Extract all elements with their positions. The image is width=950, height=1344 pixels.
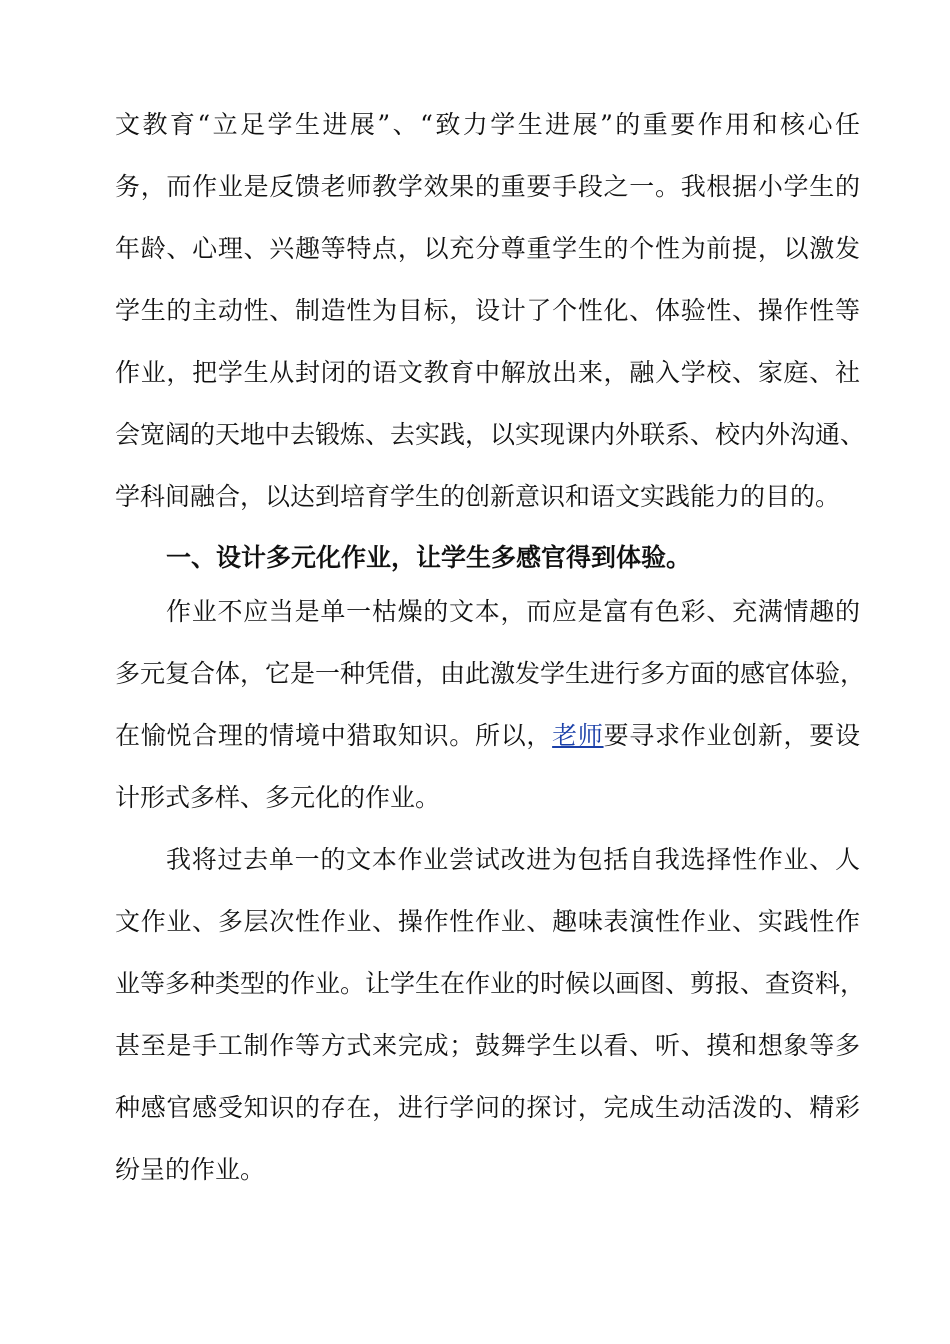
para3-line-4: 甚至是手工制作等方式来完成；鼓舞学生以看、听、摸和想象等多 (115, 1031, 860, 1060)
para3-line-3: 业等多种类型的作业。让学生在作业的时候以画图、剪报、查资料， (115, 969, 866, 998)
intro-line-7: 学科间融合，以达到培育学生的创新意识和语文实践能力的目的。 (115, 482, 841, 511)
intro-line-3: 年龄、心理、兴趣等特点，以充分尊重学生的个性为前提，以激发 (115, 234, 860, 263)
para3-line-6: 纷呈的作业。 (115, 1155, 266, 1184)
intro-line-5: 作业，把学生从封闭的语文教育中解放出来，融入学校、家庭、社 (115, 358, 860, 387)
teacher-link[interactable]: 老师 (552, 721, 604, 750)
para3-line-5: 种感官感受知识的存在，进行学问的探讨，完成生动活泼的、精彩 (115, 1093, 860, 1122)
intro-line-6: 会宽阔的天地中去锻炼、去实践，以实现课内外联系、校内外沟通、 (115, 420, 866, 449)
intro-line-1: 文教育“立足学生进展”、“致力学生进展”的重要作用和核心任 (115, 110, 860, 139)
intro-line-4: 学生的主动性、制造性为目标，设计了个性化、体验性、操作性等 (115, 296, 860, 325)
para3-line-1: 我将过去单一的文本作业尝试改进为包括自我选择性作业、人 (166, 845, 860, 874)
para2-line-3-before: 在愉悦合理的情境中猎取知识。所以， (115, 721, 553, 750)
para2-line-3-after: 要寻求作业创新，要设 (603, 721, 860, 750)
para3-line-2: 文作业、多层次性作业、操作性作业、趣味表演性作业、实践性作 (115, 907, 860, 936)
para2-line-1: 作业不应当是单一枯燥的文本，而应是富有色彩、充满情趣的 (166, 597, 860, 626)
section-heading: 一、设计多元化作业，让学生多感官得到体验。 (166, 543, 692, 572)
para2-line-3 (115, 716, 860, 756)
para2-line-2: 多元复合体，它是一种凭借，由此激发学生进行多方面的感官体验， (115, 659, 866, 688)
para2-line-4: 计形式多样、多元化的作业。 (115, 783, 441, 812)
intro-line-2: 务，而作业是反馈老师教学效果的重要手段之一。我根据小学生的 (115, 172, 860, 201)
